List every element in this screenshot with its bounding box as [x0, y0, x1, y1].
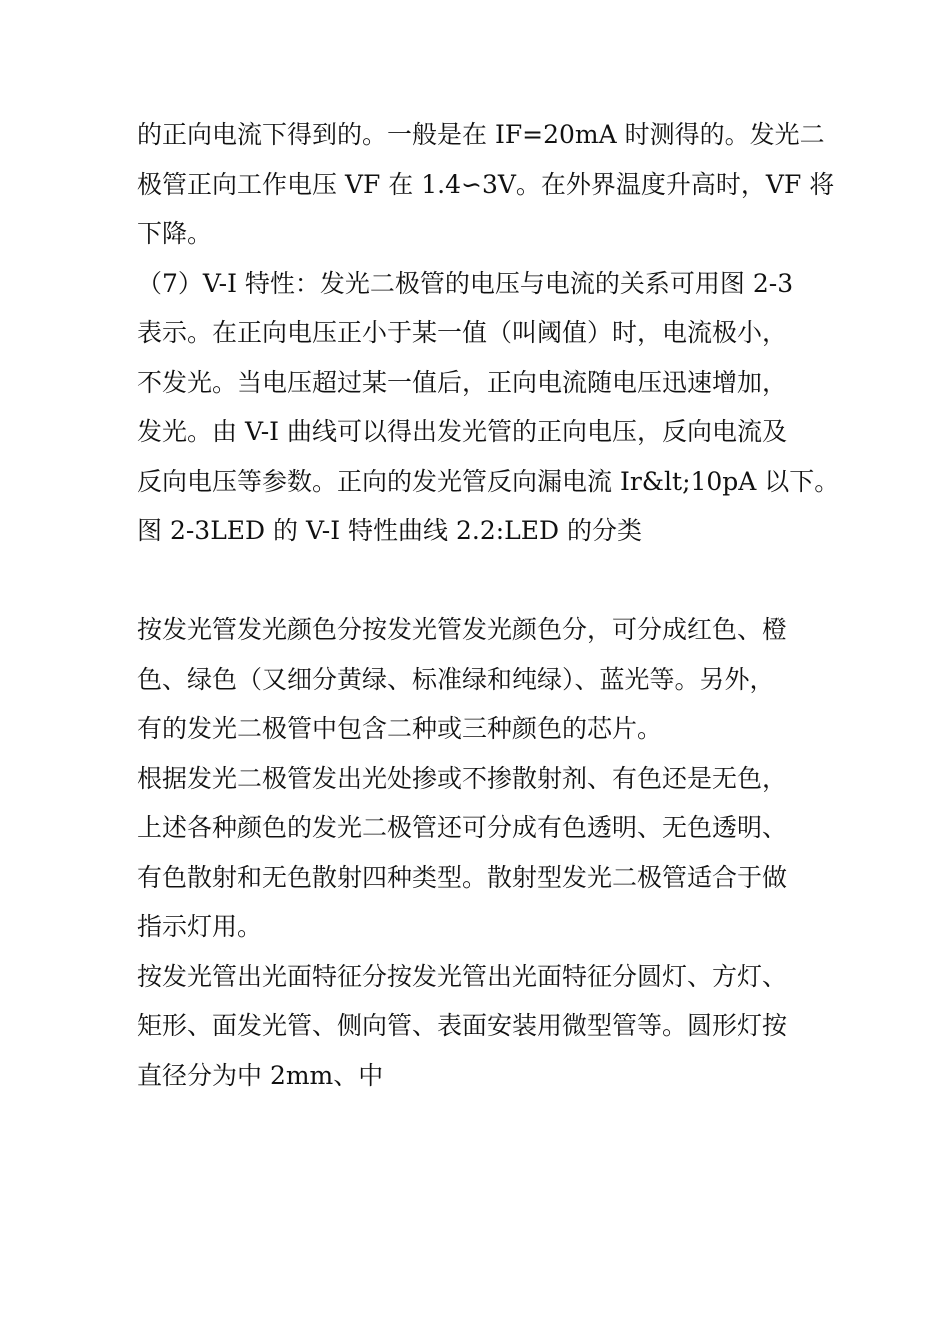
text-line: 按发光管发光颜色分按发光管发光颜色分，可分成红色、橙 [137, 615, 788, 644]
text-line: 直径分为中 2mm、中 [137, 1060, 384, 1090]
text-line: 根据发光二极管发出光处掺或不掺散射剂、有色还是无色， [137, 763, 788, 793]
body-text [137, 110, 840, 1100]
text-line: 色、绿色（又细分黄绿、标准绿和纯绿）、蓝光等。另外， [137, 664, 775, 694]
text-line: 发光。由 V-I 曲线可以得出发光管的正向电压，反向电流及 [137, 417, 787, 446]
text-line: 表示。在正向电压正小于某一值（叫阈值）时，电流极小， [137, 318, 788, 347]
text-line: 的正向电流下得到的。一般是在 IF=20mA 时测得的。发光二 [137, 120, 825, 149]
text-line: 按发光管出光面特征分按发光管出光面特征分圆灯、方灯、 [137, 961, 788, 991]
text-line: 极管正向工作电压 VF 在 1.4∽3V。在外界温度升高时，VF 将 [137, 169, 835, 199]
text-line: （7）V-I 特性：发光二极管的电压与电流的关系可用图 2-3 [137, 268, 794, 298]
text-line: 下降。 [137, 219, 213, 248]
text-line: 指示灯用。 [137, 912, 263, 941]
text-line: 反向电压等参数。正向的发光管反向漏电流 Ir&lt;10pA 以下。 [137, 466, 840, 496]
text-line: 不发光。当电压超过某一值后，正向电流随电压迅速增加， [137, 367, 788, 397]
text-line: 矩形、面发光管、侧向管、表面安装用微型管等。圆形灯按 [137, 1011, 788, 1040]
paragraph-gap [137, 556, 837, 606]
text-line: 图 2-3LED 的 V-I 特性曲线 2.2:LED 的分类 [137, 516, 642, 545]
text-line: 有的发光二极管中包含二种或三种颜色的芯片。 [137, 714, 663, 743]
text-line: 有色散射和无色散射四种类型。散射型发光二极管适合于做 [137, 862, 788, 892]
text-line: 上述各种颜色的发光二极管还可分成有色透明、无色透明、 [137, 813, 788, 842]
